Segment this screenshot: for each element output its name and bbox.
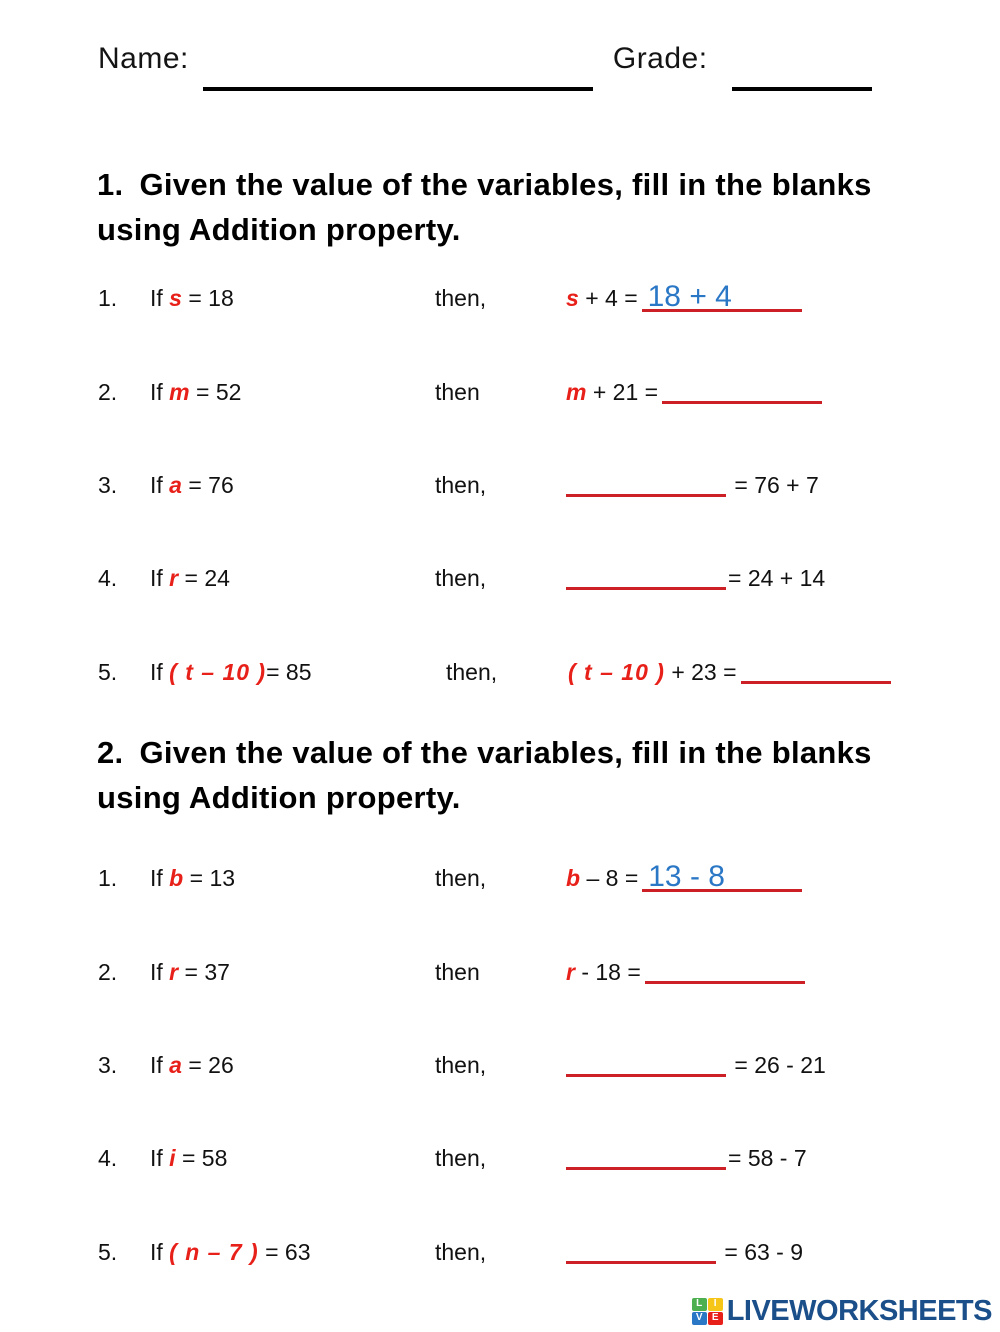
problem-given bbox=[150, 558, 230, 598]
answer-field[interactable] bbox=[566, 561, 726, 590]
expression-rest: = 76 + 7 bbox=[734, 472, 819, 498]
answer-field[interactable] bbox=[566, 1141, 726, 1170]
answer-field[interactable] bbox=[662, 375, 822, 404]
then-word: then bbox=[435, 379, 480, 405]
problem-given bbox=[150, 1045, 234, 1085]
expression-rest: = 24 + 14 bbox=[728, 565, 826, 591]
section-2-title bbox=[97, 730, 897, 820]
given-variable: ( n – 7 ) bbox=[169, 1239, 259, 1265]
problem-given bbox=[150, 1232, 310, 1272]
if-word: If bbox=[150, 565, 163, 591]
given-value: = 37 bbox=[184, 959, 230, 985]
given-value: = 18 bbox=[188, 285, 234, 311]
then-word: then, bbox=[435, 1145, 487, 1171]
problem-given bbox=[150, 952, 230, 992]
name-label: Name: bbox=[98, 42, 189, 75]
given-variable: r bbox=[169, 565, 179, 591]
problem-index: 4. bbox=[98, 1145, 118, 1171]
then-word: then, bbox=[435, 285, 487, 311]
expression-variable: r bbox=[566, 959, 575, 985]
problem-index: 2. bbox=[98, 379, 118, 405]
logo-tile-l: L bbox=[692, 1298, 707, 1311]
answer-field[interactable] bbox=[566, 468, 726, 497]
given-variable: b bbox=[169, 865, 184, 891]
problem-index: 3. bbox=[98, 1052, 118, 1078]
given-variable: a bbox=[169, 472, 182, 498]
problem-expression bbox=[566, 1138, 807, 1178]
if-word: If bbox=[150, 659, 163, 685]
problem-index: 4. bbox=[98, 565, 118, 591]
then-word: then, bbox=[435, 472, 487, 498]
problem-expression bbox=[566, 558, 825, 598]
problem-row bbox=[98, 1138, 948, 1178]
logo-wordmark: LIVEWORKSHEETS bbox=[726, 1294, 992, 1327]
given-value: = 52 bbox=[196, 379, 242, 405]
problem-given bbox=[150, 1138, 227, 1178]
liveworksheets-logo[interactable] bbox=[692, 1294, 992, 1328]
problem-expression bbox=[566, 952, 807, 992]
problem-given bbox=[150, 652, 312, 692]
then-word: then, bbox=[446, 659, 498, 685]
problem-row bbox=[98, 652, 948, 692]
then-word: then bbox=[435, 959, 480, 985]
problem-row bbox=[98, 858, 948, 898]
problem-row bbox=[98, 372, 948, 412]
given-variable: i bbox=[169, 1145, 176, 1171]
given-value: = 63 bbox=[265, 1239, 311, 1265]
expression-rest: = 58 - 7 bbox=[728, 1145, 807, 1171]
expression-rest: + 4 = bbox=[585, 285, 638, 311]
expression-variable: m bbox=[566, 379, 587, 405]
answer-field[interactable] bbox=[566, 1235, 716, 1264]
problem-index: 5. bbox=[98, 1239, 118, 1265]
then-word: then, bbox=[435, 865, 487, 891]
answer-field[interactable] bbox=[645, 955, 805, 984]
then-word: then, bbox=[435, 1052, 487, 1078]
section-1-title bbox=[97, 162, 897, 252]
expression-rest: - 18 = bbox=[581, 959, 641, 985]
section-2-number: 2. bbox=[97, 735, 124, 770]
expression-variable: ( t – 10 ) bbox=[568, 659, 665, 685]
given-value: = 24 bbox=[184, 565, 230, 591]
section-1-instruction: Given the value of the variables, fill in the blanks using Addition property. bbox=[97, 167, 872, 247]
problem-row bbox=[98, 558, 948, 598]
if-word: If bbox=[150, 285, 163, 311]
logo-tiles bbox=[692, 1298, 723, 1325]
given-value: = 76 bbox=[188, 472, 234, 498]
problem-expression bbox=[566, 1232, 803, 1272]
problem-given bbox=[150, 278, 234, 318]
grade-label: Grade: bbox=[612, 42, 708, 75]
problem-row bbox=[98, 952, 948, 992]
expression-rest: + 23 = bbox=[671, 659, 737, 685]
grade-input-line[interactable] bbox=[732, 87, 872, 91]
problem-row bbox=[98, 278, 948, 318]
logo-tile-v: V bbox=[692, 1312, 707, 1325]
given-value: = 26 bbox=[188, 1052, 234, 1078]
problem-row bbox=[98, 1045, 948, 1085]
given-variable: m bbox=[169, 379, 190, 405]
if-word: If bbox=[150, 1052, 163, 1078]
given-value: = 58 bbox=[181, 1145, 228, 1171]
problem-index: 2. bbox=[98, 959, 118, 985]
given-variable: s bbox=[169, 285, 182, 311]
problem-index: 1. bbox=[98, 285, 118, 311]
answer-field[interactable] bbox=[566, 1048, 726, 1077]
answer-field[interactable]: 18 + 4 bbox=[642, 282, 802, 312]
given-variable: r bbox=[169, 959, 179, 985]
problem-row bbox=[98, 465, 948, 505]
problem-expression bbox=[566, 858, 804, 898]
if-word: If bbox=[150, 472, 163, 498]
problem-expression bbox=[566, 278, 804, 318]
section-2-instruction: Given the value of the variables, fill in the blanks using Addition property. bbox=[97, 735, 872, 815]
given-value: = 85 bbox=[266, 659, 312, 685]
if-word: If bbox=[150, 1239, 163, 1265]
logo-tile-i: I bbox=[708, 1298, 723, 1311]
problem-index: 3. bbox=[98, 472, 118, 498]
given-variable: a bbox=[169, 1052, 182, 1078]
problem-given bbox=[150, 372, 241, 412]
problem-index: 5. bbox=[98, 659, 118, 685]
problem-given bbox=[150, 858, 235, 898]
logo-tile-e: E bbox=[708, 1312, 723, 1325]
problem-expression bbox=[566, 1045, 826, 1085]
expression-variable: b bbox=[566, 865, 581, 891]
if-word: If bbox=[150, 959, 163, 985]
answer-field[interactable] bbox=[741, 655, 891, 684]
if-word: If bbox=[150, 865, 163, 891]
problem-index: 1. bbox=[98, 865, 118, 891]
expression-variable: s bbox=[566, 285, 579, 311]
expression-rest: – 8 = bbox=[586, 865, 639, 891]
problem-given bbox=[150, 465, 234, 505]
then-word: then, bbox=[435, 565, 487, 591]
problem-expression bbox=[566, 372, 824, 412]
worksheet-header bbox=[98, 42, 910, 104]
if-word: If bbox=[150, 379, 163, 405]
expression-rest: + 21 = bbox=[592, 379, 659, 405]
given-value: = 13 bbox=[189, 865, 236, 891]
name-input-line[interactable] bbox=[203, 87, 593, 91]
expression-rest: = 26 - 21 bbox=[734, 1052, 826, 1078]
problem-row bbox=[98, 1232, 948, 1272]
if-word: If bbox=[150, 1145, 163, 1171]
problem-expression bbox=[566, 465, 819, 505]
expression-rest: = 63 - 9 bbox=[724, 1239, 804, 1265]
then-word: then, bbox=[435, 1239, 487, 1265]
given-variable: ( t – 10 ) bbox=[169, 659, 267, 685]
answer-field[interactable]: 13 - 8 bbox=[642, 862, 802, 892]
problem-expression bbox=[568, 652, 893, 692]
section-1-number: 1. bbox=[97, 167, 124, 202]
